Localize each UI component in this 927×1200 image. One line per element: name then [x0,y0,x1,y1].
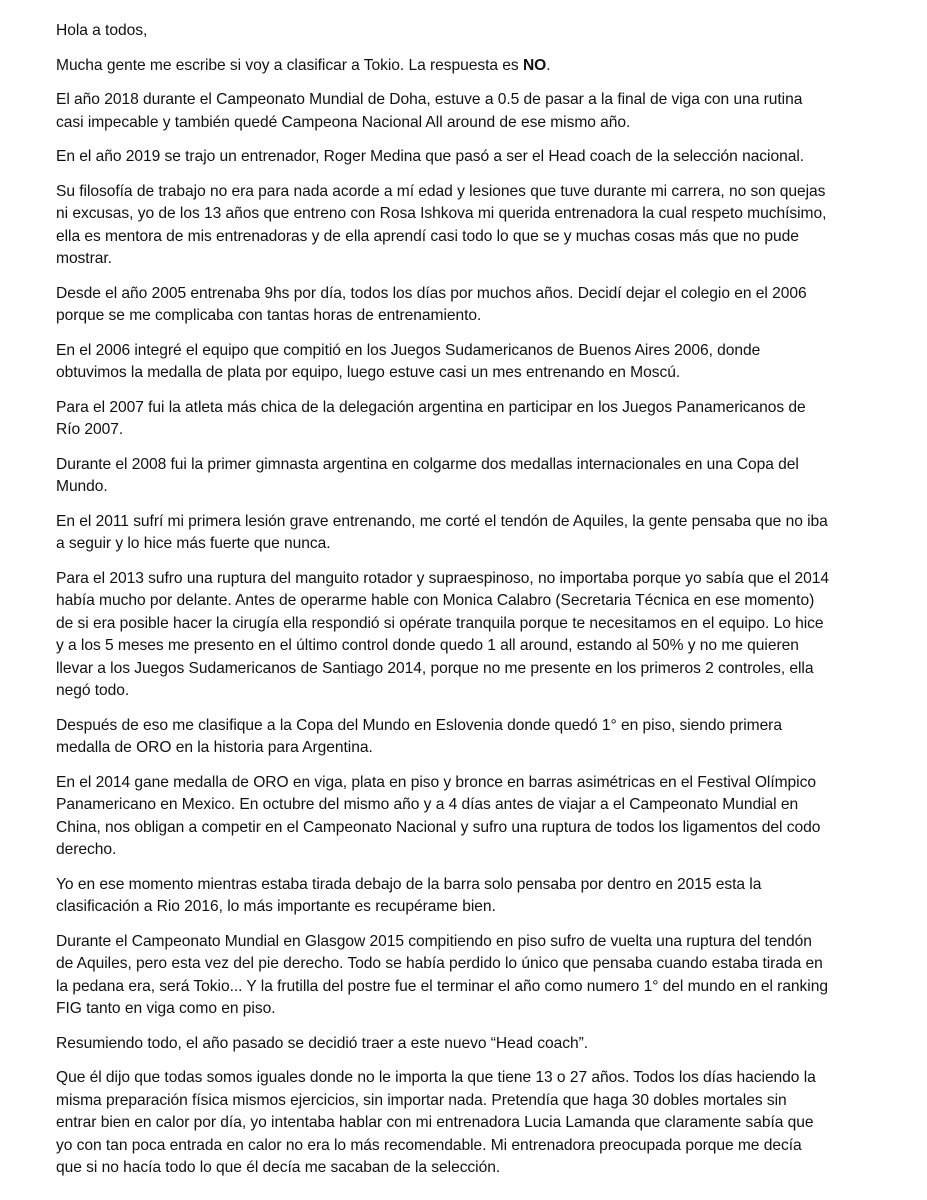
paragraph-tokio-answer-text: Mucha gente me escribe si voy a clasificar a Tokio. La respuesta es [56,56,523,74]
paragraph-2018-doha: El año 2018 durante el Campeonato Mundial de Doha, estuve a 0.5 de pasar a la final de viga con una rutina casi impecable y también quedé Campeona Nacional All around de ese mismo año. [56,91,803,131]
answer-no-bold: NO [522,56,547,74]
paragraph-2011: En el 2011 sufrí mi primera lesión grave entrenando, me corté el tendón de Aquiles, la gente pensaba que no iba a seguir y lo hice más fuerte que nunca. [56,512,828,552]
paragraph-glasgow-2015: Durante el Campeonato Mundial en Glasgow 2015 compitiendo en piso sufro de vuelta una ruptura del tendón de Aquiles, pero esta vez del pie derecho. Todo se había perdido lo único que pensaba cuando estaba tirada en la pedana era, será Tokio... Y la frutilla del postre fue el terminar el año como numero 1° del mundo en el ranking FIG tanto en viga como en piso. [56,932,828,1017]
paragraph-2008: Durante el 2008 fui la primer gimnasta argentina en colgarme dos medallas internacionales en una Copa del Mundo. [56,455,799,495]
paragraph-tokio-answer [56,55,831,78]
paragraph-2019-coach: En el año 2019 se trajo un entrenador, Roger Medina que pasó a ser el Head coach de la selección nacional. [56,148,805,165]
paragraph-tokio-answer-end: . [546,56,551,74]
paragraph-rio-2016: Yo en ese momento mientras estaba tirada debajo de la barra solo pensaba por dentro en 2015 esta la clasificación a Rio 2016, lo más importante es recupérame bien. [56,875,762,915]
paragraph-2005: Desde el año 2005 entrenaba 9hs por día, todos los días por muchos años. Decidí dejar el colegio en el 2006 porque se me complicaba con tantas horas de entrenamiento. [56,284,807,324]
paragraph-philosophy: Su filosofía de trabajo no era para nada acorde a mí edad y lesiones que tuve durante mi carrera, no son quejas ni excusas, yo de los 13 años que entreno con Rosa Ishkova mi querida entrenadora la cual respeto muchísimo, ella es mentora de mis entrenadoras y de ella aprendí casi todo lo que se y muchas cosas más que no pude mostrar. [56,182,827,267]
paragraph-eslovenia: Después de eso me clasifique a la Copa del Mundo en Eslovenia donde quedó 1° en piso, siendo primera medalla de ORO en la historia para Argentina. [56,716,782,756]
greeting: Hola a todos, [56,22,148,39]
paragraph-2007: Para el 2007 fui la atleta más chica de la delegación argentina en participar en los Juegos Panamericanos de Río 2007. [56,398,806,438]
paragraph-2013: Para el 2013 sufro una ruptura del manguito rotador y supraespinoso, no importaba porque yo sabía que el 2014 había mucho por delante. Antes de operarme hable con Monica Calabro (Secretaria Técnica en ese momento) de si era posible hacer la cirugía ella respondió si opérate tranquila porque te necesitamos en el equipo. Lo hice y a los 5 meses me presento en el último control donde quedo 1 all around, estando al 50% y no me quieren llevar a los Juegos Sudamericanos de Santiago 2014, porque no me presente en los primeros 2 controles, ella negó todo. [56,569,830,699]
letter-document [56,20,831,1192]
paragraph-2006: En el 2006 integré el equipo que compitió en los Juegos Sudamericanos de Buenos Aires 2006, donde obtuvimos la medalla de plata por equipo, luego estuve casi un mes entrenando en Moscú. [56,341,761,381]
paragraph-summary: Resumiendo todo, el año pasado se decidió traer a este nuevo “Head coach”. [56,1034,589,1052]
paragraph-2014: En el 2014 gane medalla de ORO en viga, plata en piso y bronce en barras asimétricas en el Festival Olímpico Panamericano en Mexico. En octubre del mismo año y a 4 días antes de viajar a el Campeonato Mundial en China, nos obligan a competir en el Campeonato Nacional y sufro una ruptura de todos los ligamentos del codo derecho. [56,773,821,858]
paragraph-training: Que él dijo que todas somos iguales donde no le importa la que tiene 13 o 27 años. Todos los días haciendo la misma preparación física mismos ejercicios, sin importar nada. Pretendía que haga 30 dobles mortales sin entrar bien en calor por día, yo intentaba hablar con mi entrenadora Lucia Lamanda que claramente sabía que yo con tan poca entrada en calor no era lo más recomendable. Mi entrenadora preocupada porque me decía que si no hacía todo lo que él decía me sacaban de la selección. [56,1069,816,1176]
